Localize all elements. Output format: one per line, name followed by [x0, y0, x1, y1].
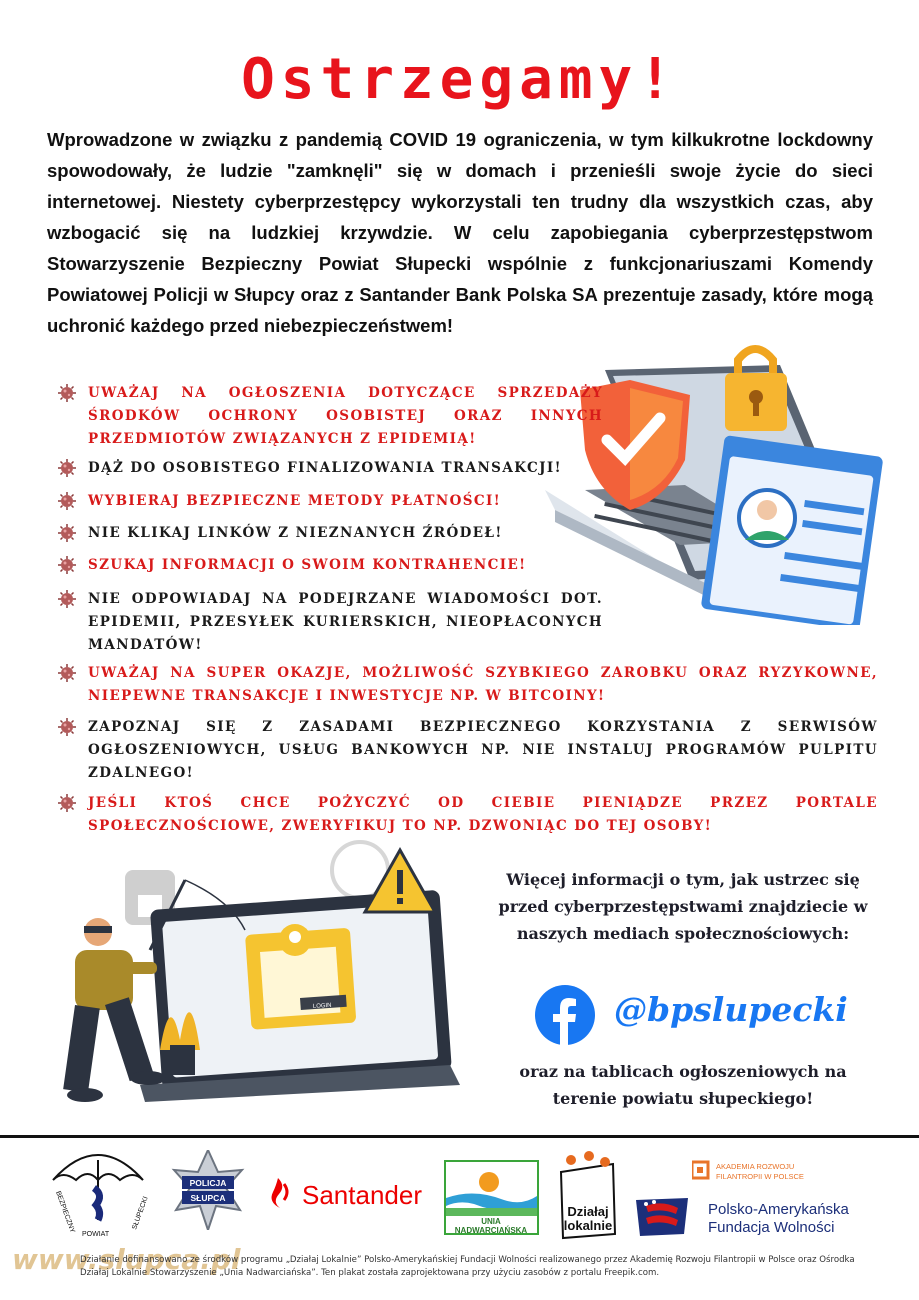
akademia-line2: FILANTROPII W POLSCE	[716, 1172, 804, 1181]
profile-card-icon	[701, 435, 884, 625]
intro-paragraph: Wprowadzone w związku z pandemią COVID 19 ograniczenia, w tym kilkukrotne lockdowny spowodowały, że ludzie "zamknęli" się w domach i przenieśli swoje życie do sieci internetowej. Niestety cyberprzestępcy wykorzystali ten trudny dla wszystkich czas, aby wzbogacić się na ludzkiej krzywdzie. W celu zapobiegania cyberprzestępstwom Stowarzyszenie Bezpieczny Powiat Słupecki wspólnie z funkcjonariuszami Komendy Powiatowej Policji w Słupcy oraz z Santander Bank Polska SA prezentuje zasady, które mogą uchronić każdego przed niebezpieczeństwem!	[47, 129, 873, 336]
pafw-line2: Fundacja Wolności	[708, 1219, 835, 1236]
dzialaj-lokalnie-logo	[553, 1150, 623, 1242]
tip-text: DĄŻ DO OSOBISTEGO FINALIZOWANIA TRANSAKCJI!	[88, 460, 562, 476]
illustration-login-label: LOGIN	[312, 1002, 332, 1010]
pafw-line1: Polsko-Amerykańska	[708, 1201, 849, 1218]
virus-bullet-icon	[58, 556, 76, 574]
unia-line1: UNIA	[481, 1217, 501, 1226]
tip-text: UWAŻAJ NA SUPER OKAZJE, MOŻLIWOŚĆ SZYBKIEGO ZAROBKU ORAZ RYZYKOWNE, NIEPEWNE TRANSAKCJE I INWESTYCJE NP. W BITCOINY!	[88, 665, 878, 704]
tip-text: JEŚLI KTOŚ CHCE POŻYCZYĆ OD CIEBIE PIENIĄDZE PRZEZ PORTALE SPOŁECZNOŚCIOWE, ZWERYFIKUJ TO NP. DZWONIĄC DO TEJ OSOBY!	[88, 795, 878, 834]
tip-text: ZAPOZNAJ SIĘ Z ZASADAMI BEZPIECZNEGO KORZYSTANIA Z SERWISÓW OGŁOSZENIOWYCH, USŁUG BANKOWYCH NP. NIE INSTALUJ PROGRAMÓW PULPITU ZDALNEGO!	[88, 719, 878, 781]
virus-bullet-icon	[58, 524, 76, 542]
virus-bullet-icon	[58, 718, 76, 736]
dzialaj-line2: lokalnie	[563, 1218, 613, 1233]
tip-item	[58, 490, 603, 513]
bpslupecki-line3: SŁUPECKI	[131, 1195, 150, 1231]
tip-item	[58, 792, 878, 838]
tip-item	[58, 457, 603, 480]
policja-line1: POLICJA	[189, 1178, 227, 1188]
phishing-illustration	[30, 840, 460, 1120]
padlock-icon	[725, 349, 787, 431]
bpslupecki-line1: BEZPIECZNY	[54, 1190, 76, 1234]
tip-item	[58, 716, 878, 785]
boards-info-text: oraz na tablicach ogłoszeniowych na terenie powiatu słupeckiego!	[519, 1062, 847, 1108]
tip-text: NIE ODPOWIADAJ NA PODEJRZANE WIADOMOŚCI DOT. EPIDEMII, PRZESYŁEK KURIERSKICH, NIEOPŁACONYCH MANDATÓW!	[88, 591, 603, 653]
virus-bullet-icon	[58, 492, 76, 510]
tip-item	[58, 588, 603, 657]
tip-item	[58, 522, 603, 545]
footer-divider	[0, 1135, 919, 1138]
tip-text: WYBIERAJ BEZPIECZNE METODY PŁATNOŚCI!	[88, 493, 502, 509]
facebook-handle-link[interactable]: @bpslupecki	[614, 990, 848, 1029]
tip-item	[58, 382, 603, 451]
tip-item	[58, 554, 603, 577]
footer-disclaimer: Działanie dofinansowano ze środków programu „Działaj Lokalnie” Polsko-Amerykańskiej Fundacji Wolności realizowanego przez Akademię Rozwoju Filantropii w Polsce oraz Ośrodka Działaj Lokalnie Stowarzyszenie „Unia Nadwarciańska”. Ten plakat została zaprojektowana przy użyciu zasobów z portalu Freepik.com.	[80, 1255, 855, 1278]
watermark: www.slupca.pl	[12, 1243, 241, 1276]
bezpieczny-powiat-logo	[38, 1140, 158, 1240]
virus-bullet-icon	[58, 590, 76, 608]
policja-slupca-logo	[168, 1150, 248, 1230]
poster-title: Ostrzegamy!	[241, 47, 678, 112]
akademia-rozwoju-logo	[692, 1160, 832, 1182]
more-info-text: Więcej informacji o tym, jak ustrzec się przed cyberprzestępstwami znajdziecie w naszych mediach społecznościowych:	[498, 870, 868, 943]
virus-bullet-icon	[58, 384, 76, 402]
bpslupecki-line2: POWIAT	[82, 1231, 110, 1238]
virus-bullet-icon	[58, 664, 76, 682]
dzialaj-line1: Działaj	[567, 1204, 609, 1219]
santander-logo	[262, 1172, 440, 1216]
unia-line2: NADWARCIAŃSKA	[454, 1226, 528, 1235]
unia-nadwarcianska-logo	[444, 1160, 539, 1235]
tip-text: SZUKAJ INFORMACJI O SWOIM KONTRAHENCIE!	[88, 557, 527, 573]
tip-text: NIE KLIKAJ LINKÓW Z NIEZNANYCH ŹRÓDEŁ!	[88, 525, 503, 541]
pafw-logo	[632, 1190, 887, 1240]
facebook-icon[interactable]	[535, 985, 595, 1045]
tip-text: UWAŻAJ NA OGŁOSZENIA DOTYCZĄCE SPRZEDAŻY ŚRODKÓW OCHRONY OSOBISTEJ ORAZ INNYCH PRZEDMIOTÓW ZWIĄZANYCH Z EPIDEMIĄ!	[88, 385, 603, 447]
akademia-line1: AKADEMIA ROZWOJU	[716, 1162, 795, 1171]
virus-bullet-icon	[58, 459, 76, 477]
santander-wordmark: Santander	[302, 1180, 422, 1210]
policja-line2: SŁUPCA	[190, 1193, 226, 1203]
virus-bullet-icon	[58, 794, 76, 812]
tip-item	[58, 662, 878, 708]
